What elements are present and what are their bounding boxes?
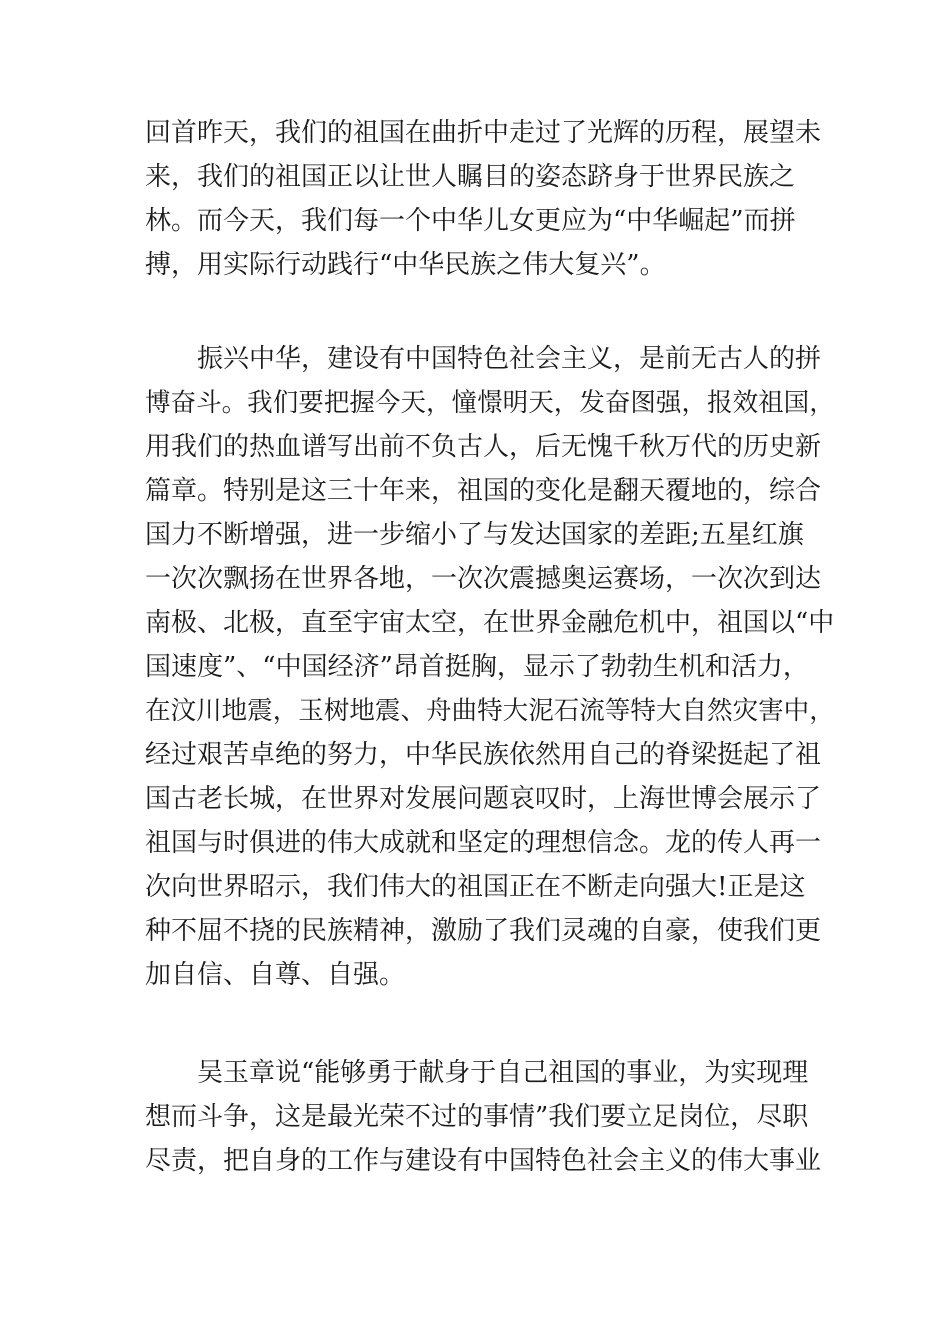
paragraph-line: 吴玉章说“能够勇于献身于自己祖国的事业，为实现理 bbox=[197, 1058, 809, 1088]
paragraph-line: 国古老长城，在世界对发展问题哀叹时，上海世博会展示了 bbox=[145, 784, 822, 814]
paragraph-line: 篇章。特别是这三十年来，祖国的变化是翻天覆地的，综合 bbox=[145, 476, 822, 506]
paragraph-line: 想而斗争，这是最光荣不过的事情”我们要立足岗位，尽职 bbox=[145, 1102, 809, 1132]
paragraph-line: 国速度”、“中国经济”昂首挺胸，显示了勃勃生机和活力， bbox=[145, 652, 809, 682]
paragraph-line: 尽责，把自身的工作与建设有中国特色社会主义的伟大事业 bbox=[145, 1146, 822, 1176]
paragraph-line: 回首昨天，我们的祖国在曲折中走过了光辉的历程，展望未 bbox=[145, 118, 822, 148]
paragraph-line: 南极、北极，直至宇宙太空，在世界金融危机中，祖国以“中 bbox=[145, 608, 835, 638]
paragraph-line: 博奋斗。我们要把握今天，憧憬明天，发奋图强，报效祖国， bbox=[145, 388, 835, 418]
paragraph-3 bbox=[145, 1051, 835, 1183]
paragraph-line: 种不屈不挠的民族精神，激励了我们灵魂的自豪，使我们更 bbox=[145, 916, 822, 946]
paragraph-line: 次向世界昭示，我们伟大的祖国正在不断走向强大!正是这 bbox=[145, 872, 806, 902]
paragraph-2 bbox=[145, 337, 835, 997]
paragraph-line: 林。而今天，我们每一个中华儿女更应为“中华崛起”而拼 bbox=[145, 206, 796, 236]
paragraph-line: 祖国与时俱进的伟大成就和坚定的理想信念。龙的传人再一 bbox=[145, 828, 822, 858]
paragraph-line: 振兴中华，建设有中国特色社会主义，是前无古人的拼 bbox=[197, 344, 822, 374]
paragraph-line: 用我们的热血谱写出前不负古人，后无愧千秋万代的历史新 bbox=[145, 432, 822, 462]
paragraph-line: 搏，用实际行动践行“中华民族之伟大复兴”。 bbox=[145, 250, 666, 280]
paragraph-line: 一次次飘扬在世界各地，一次次震撼奥运赛场，一次次到达 bbox=[145, 564, 822, 594]
paragraph-line: 在汶川地震，玉树地震、舟曲特大泥石流等特大自然灾害中， bbox=[145, 696, 835, 726]
paragraph-line: 加自信、自尊、自强。 bbox=[145, 960, 406, 990]
paragraph-line: 国力不断增强，进一步缩小了与发达国家的差距;五星红旗 bbox=[145, 520, 804, 550]
paragraph-line: 经过艰苦卓绝的努力，中华民族依然用自己的脊梁挺起了祖 bbox=[145, 740, 822, 770]
paragraph-line: 来，我们的祖国正以让世人瞩目的姿态跻身于世界民族之 bbox=[145, 162, 796, 192]
paragraph-1 bbox=[145, 111, 835, 287]
